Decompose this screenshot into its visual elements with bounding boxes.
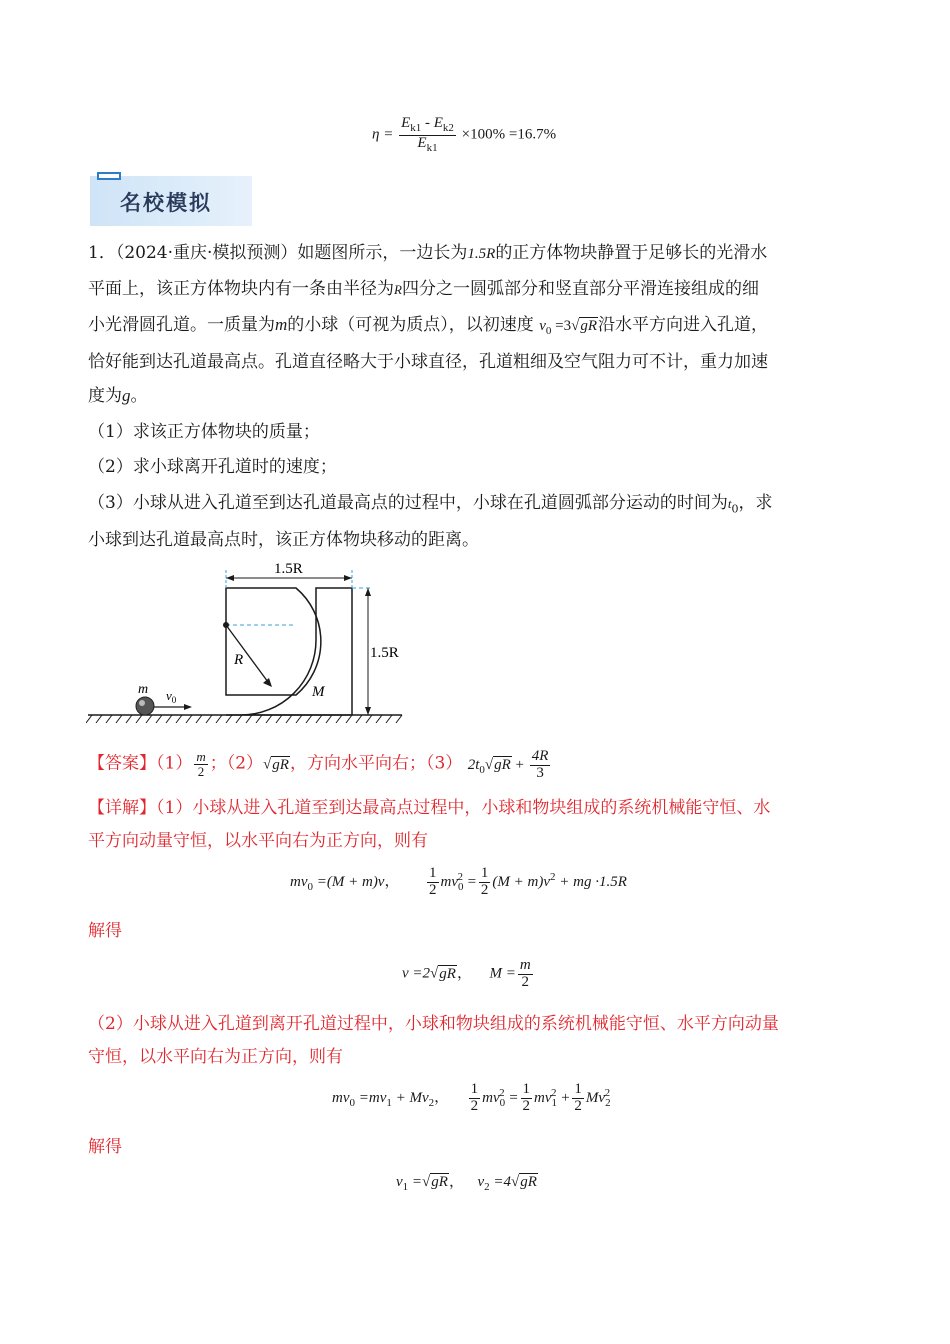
solve-label-2: 解得 — [88, 1137, 122, 1157]
height-label: 1.5R — [370, 645, 399, 661]
equation-2: $mv_0 =mv_1 + Mv_2$， $\frac{1}{2}$ $mv_0^2$ = $\frac{1}{2}$ $mv_1^2$ + $\frac{1}{2}$ $Mv_2^2$ — [332, 1081, 611, 1114]
detail-p2-line-1: （2）小球从进入孔道到离开孔道过程中，小球和物块组成的系统机械能守恒、水平方向动量 — [88, 1014, 779, 1034]
question-line-1: 1．（2024·重庆·模拟预测）如题图所示，一边长为1.5R的正方体物块静置于足够长的光滑水 — [88, 243, 768, 263]
block-left-part — [226, 588, 296, 695]
width-label: 1.5R — [274, 561, 303, 577]
result-2: $v_1 =√gR$， $v_2 =4√gR$ — [396, 1174, 537, 1193]
ball — [136, 697, 154, 715]
answer-line: 【答案】（1） $\frac{m}{2}$ ；（2）√gR，方向水平向右；（3） $2t_0√gR$ + $\frac{4R}{3}$ — [88, 748, 549, 781]
physics-diagram — [86, 556, 406, 728]
mass-label: M — [312, 684, 325, 700]
ball-label: m — [138, 682, 149, 697]
sub-question-1: （1）求该正方体物块的质量； — [88, 422, 320, 442]
detail-line-1: 【详解】（1）小球从进入孔道至到达最高点过程中，小球和物块组成的系统机械能守恒、水 — [88, 798, 771, 818]
question-line-5: 度为g。 — [88, 386, 148, 406]
ground-hatching — [86, 715, 402, 723]
sub-question-3-line-2: 小球到达孔道最高点时，该正方体物块移动的距离。 — [88, 530, 479, 550]
sub-question-2: （2）求小球离开孔道时的速度； — [88, 457, 337, 477]
sub-question-3: （3）小球从进入孔道至到达孔道最高点的过程中，小球在孔道圆弧部分运动的时间为$t_0$，求 — [88, 493, 773, 516]
result-1: v =2√gR， M = $\frac{m}{2}$ — [402, 957, 531, 990]
detail-line-2: 平方向动量守恒，以水平向右为正方向，则有 — [88, 831, 428, 851]
section-title: 名校模拟 — [120, 191, 212, 215]
equation-1: $mv_0 =(M + m)v$， $\frac{1}{2}$ $mv_0^2$ = $\frac{1}{2}$ $(M + m)v^2$ + mg ·1.5R — [290, 865, 627, 898]
radius-arrow — [226, 625, 268, 682]
efficiency-formula: η = $\frac{E_{k1} - E_{k2}}{E_{k1}}$ ×100% =16.7% — [372, 115, 557, 154]
velocity-label: $v_0$ — [166, 688, 177, 705]
badge-tab-icon — [97, 172, 121, 180]
block-outline — [226, 588, 321, 695]
question-line-3: 小光滑圆孔道。一质量为m的小球（可视为质点），以初速度 $v_0 =3√gR$沿水平方向进入孔道， — [88, 315, 768, 337]
question-line-2: 平面上，该正方体物块内有一条由半径为R四分之一圆弧部分和竖直部分平滑连接组成的细 — [88, 279, 759, 299]
detail-p2-line-2: 守恒，以水平向右为正方向，则有 — [88, 1047, 343, 1067]
solve-label-1: 解得 — [88, 921, 122, 941]
question-line-4: 恰好能到达孔道最高点。孔道直径略大于小球直径，孔道粗细及空气阻力可不计，重力加速 — [88, 352, 768, 372]
radius-arrowhead — [263, 678, 272, 687]
radius-label: R — [234, 652, 244, 668]
